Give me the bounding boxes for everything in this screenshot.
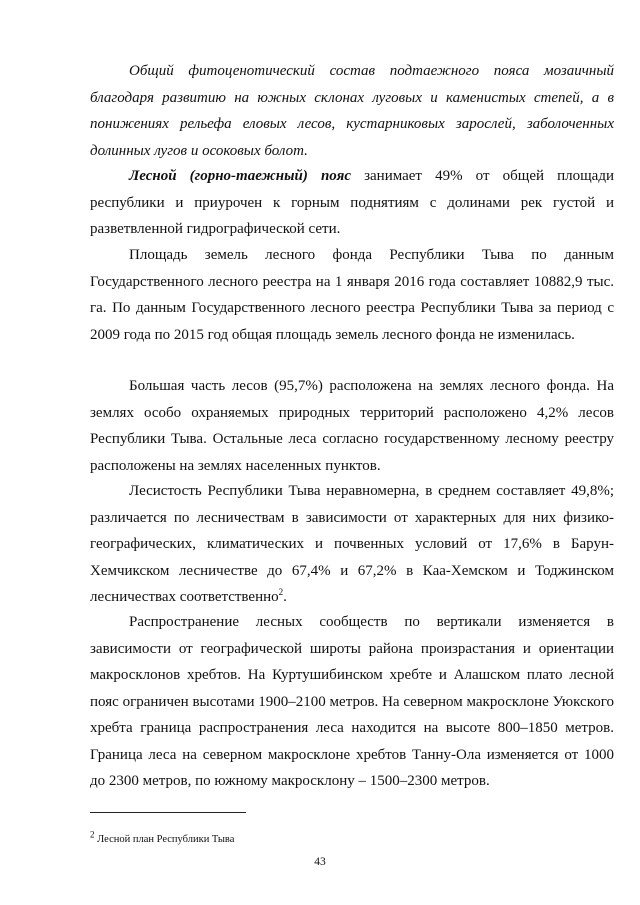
paragraph-text: Общий фитоценотический состав подтаежного пояса мозаичный благодаря развитию на южных склонах луговых и каменистых степей, а в понижениях рельефа еловых лесов, кустарниковых зарослей, заболоченных долинных лугов и осоковых болот. — [90, 63, 614, 159]
paragraph-text: занимает 49% от общей площади республики и приурочен к горным поднятиям с долинами рек густой и разветвленной гидрографической сети. — [90, 168, 614, 237]
footnote — [90, 829, 235, 846]
paragraph-vertical-distribution — [90, 609, 614, 795]
paragraph-text: Большая часть лесов (95,7%) расположена на землях лесного фонда. На землях особо охраняемых природных территорий расположено 4,2% лесов Республики Тыва. Остальные леса согласно государственному лесному реестру расположены на землях населенных пунктов. — [90, 378, 614, 474]
footnote-divider — [90, 812, 246, 813]
footnote-text: Лесной план Республики Тыва — [94, 834, 235, 845]
paragraph-text: Площадь земель лесного фонда Республики Тыва по данным Государственного лесного реестра на 1 января 2016 года составляет 10882,9 тыс. га. По данным Государственного лесного реестра Республики Тыва за период с 2009 года по 2015 год общая площадь земель лесного фонда не изменилась. — [90, 247, 614, 343]
paragraph-forest-cover — [90, 478, 614, 611]
page-number: 43 — [314, 856, 326, 868]
paragraph-text-end: . — [283, 589, 287, 605]
paragraph-subtaiga-composition — [90, 58, 614, 164]
paragraph-forest-fund-area — [90, 242, 614, 348]
paragraph-text: Лесистость Республики Тыва неравномерна, в среднем составляет 49,8%; различается по лесничествам в зависимости от характерных для них физико-географических, климатических и почвенных условий от 17,6% в Барун-Хемчикском лесничестве до 67,4% и 67,2% в Каа-Хемском и Тоджинском лесничествах соответственно — [90, 483, 614, 605]
paragraph-forest-distribution — [90, 373, 614, 479]
paragraph-text: Распространение лесных сообществ по вертикали изменяется в зависимости от географической широты района произрастания и ориентации макросклонов хребтов. На Куртушибинском хребте и Алашском плато лесной пояс ограничен высотами 1900–2100 метров. На северном макросклоне Уюкского хребта граница распространения леса находится на высоте 800–1850 метров. Граница леса на северном макросклоне хребтов Танну-Ола изменяется от 1000 до 2300 метров, по южному макросклону – 1500–2300 метров. — [90, 614, 614, 789]
paragraph-forest-belt — [90, 163, 614, 243]
footnote-number: 2 — [90, 829, 95, 840]
forest-belt-term: Лесной (горно-таежный) пояс — [129, 168, 351, 184]
footnote-reference[interactable]: 2 — [278, 587, 284, 597]
